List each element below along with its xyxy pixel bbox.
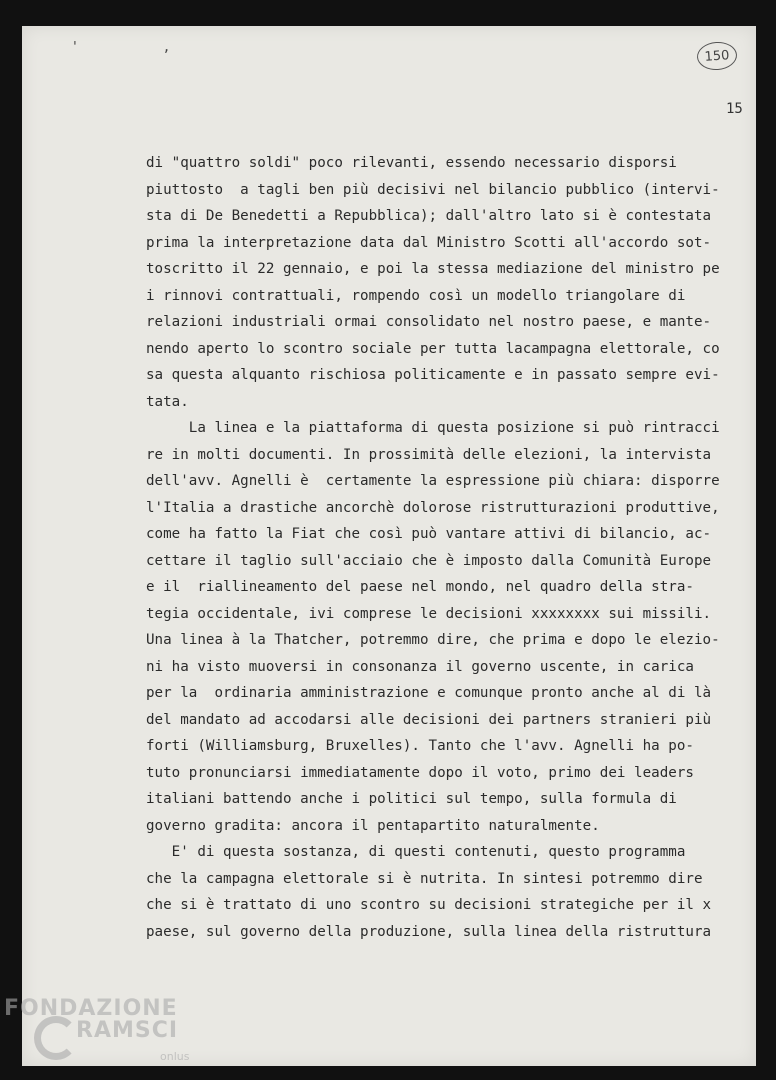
page-number: 15 (726, 101, 743, 117)
text-line: piuttosto a tagli ben più decisivi nel bilancio pubblico (intervi- (146, 181, 720, 198)
text-line: Una linea à la Thatcher, potremmo dire, che prima e dopo le elezio- (146, 632, 720, 648)
text-line: tata. (146, 393, 189, 410)
text-line: re in molti documenti. In prossimità delle elezioni, la intervista (146, 446, 712, 463)
archive-number-stamp: 150 (696, 41, 738, 72)
margin-marks: ' , (71, 40, 209, 55)
text-line: dell'avv. Agnelli è certamente la espressione più chiara: disporre (146, 473, 720, 489)
fondazione-gramsci-watermark (4, 994, 204, 1074)
text-line: sa questa alquanto rischiosa politicamente e in passato sempre evi- (146, 367, 720, 383)
text-line: e il riallineamento del paese nel mondo, nel quadro della stra- (146, 579, 694, 595)
text-line: prima la interpretazione data dal Ministro Scotti all'accordo sot- (146, 234, 712, 251)
text-line: come ha fatto la Fiat che così può vantare attivi di bilancio, ac- (146, 526, 712, 542)
text-line: governo gradita: ancora il pentapartito naturalmente. (146, 817, 600, 834)
text-line: di "quattro soldi" poco rilevanti, essendo necessario disporsi (146, 155, 677, 171)
text-line: italiani battendo anche i politici sul tempo, sulla formula di (146, 791, 677, 807)
text-line: cettare il taglio sull'acciaio che è imposto dalla Comunità Europe (146, 552, 712, 569)
typed-text-body (146, 150, 756, 945)
text-line: E' di questa sostanza, di questi contenuti, questo programma (146, 844, 686, 860)
gramsci-g-logo-icon (34, 1016, 78, 1060)
text-line: per la ordinaria amministrazione e comunque pronto anche al di là (146, 685, 712, 701)
text-line: toscritto il 22 gennaio, e poi la stessa mediazione del ministro pe (146, 261, 720, 277)
text-line: paese, sul governo della produzione, sulla linea della ristruttura (146, 923, 712, 940)
text-line: l'Italia a drastiche ancorchè dolorose ristrutturazioni produttive, (146, 499, 720, 516)
text-line: che si è trattato di uno scontro su decisioni strategiche per il x (146, 897, 712, 913)
watermark-sub: onlus (160, 1050, 190, 1063)
text-line: tuto pronunciarsi immediatamente dopo il voto, primo dei leaders (146, 764, 694, 781)
text-line: del mandato ad accodarsi alle decisioni dei partners stranieri più (146, 711, 712, 728)
text-line: ni ha visto muoversi in consonanza il governo uscente, in carica (146, 658, 694, 675)
text-line: forti (Williamsburg, Bruxelles). Tanto che l'avv. Agnelli ha po- (146, 738, 694, 754)
text-line: relazioni industriali ormai consolidato nel nostro paese, e mante- (146, 314, 712, 330)
text-line: tegia occidentale, ivi comprese le decisioni xxxxxxxx sui missili. (146, 605, 712, 622)
text-line: nendo aperto lo scontro sociale per tutta lacampagna elettorale, co (146, 340, 720, 357)
text-line: sta di De Benedetti a Repubblica); dall'altro lato si è contestata (146, 208, 712, 224)
text-line: La linea e la piattaforma di questa posizione si può rintracci (146, 420, 720, 436)
watermark-line2: RAMSCI (76, 1018, 179, 1043)
watermark-line1: FONDAZIONE (4, 996, 178, 1021)
text-line: i rinnovi contrattuali, rompendo così un modello triangolare di (146, 287, 686, 304)
text-line: che la campagna elettorale si è nutrita. In sintesi potremmo dire (146, 870, 703, 887)
